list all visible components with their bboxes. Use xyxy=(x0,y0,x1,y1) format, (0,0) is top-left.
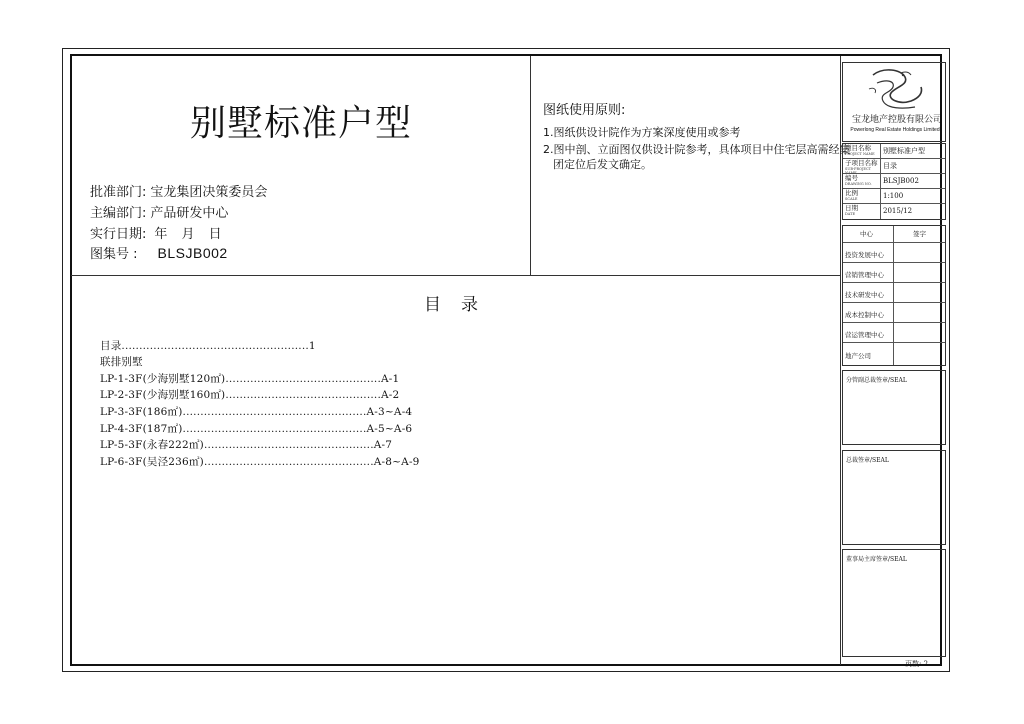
principle-item-2-line1: 2.图中剖、立面图仅供设计院参考，具体项目中住宅层高需经集 xyxy=(543,143,851,156)
toc-line: LP-5-3F(永春222㎡)................................................A-7 xyxy=(100,439,393,451)
signature-row xyxy=(843,323,945,343)
signature-header-center: 中心 xyxy=(860,230,873,238)
approval-line xyxy=(90,184,267,202)
info-value: 1:100 xyxy=(883,192,904,200)
signature-row xyxy=(843,263,945,283)
info-value: BLSJB002 xyxy=(883,177,919,185)
toc-line: LP-2-3F(少海别墅160㎡)............................................A-2 xyxy=(100,389,400,401)
toc-line: LP-6-3F(吴泾236㎡)................................................A-8~A-9 xyxy=(100,456,420,468)
info-label: 日期 DATE xyxy=(845,204,858,216)
date-value: 年 月 日 xyxy=(154,227,222,242)
approval-value: 宝龙集团决策委员会 xyxy=(150,185,268,200)
signature-dept: 地产公司 xyxy=(845,352,871,360)
info-label: 子项目名称 SUB-PROJECT NAME xyxy=(845,159,878,175)
info-label: 项目名称 PROJECT NAME xyxy=(845,144,875,156)
company-name-cn: 宝龙地产控股有限公司 xyxy=(851,115,942,125)
info-value: 目录 xyxy=(883,162,897,170)
seal-box-chairman xyxy=(842,549,946,657)
seal-box-vp xyxy=(842,370,946,445)
info-label: 编号 DRAWING NO. xyxy=(845,174,872,186)
principles-title: 图纸使用原则: xyxy=(543,103,626,118)
header-bottom-rule xyxy=(71,275,841,276)
seal-label: 分管副总裁签章/SEAL xyxy=(846,377,907,384)
toc-title: 目录 xyxy=(424,295,498,315)
info-row-project xyxy=(843,144,945,159)
info-row-subproject xyxy=(843,159,945,174)
signature-row xyxy=(843,343,945,365)
toc-line: 联排别墅 xyxy=(100,356,143,368)
info-value: 2015/12 xyxy=(883,207,913,215)
date-line xyxy=(90,226,222,244)
page-title: 别墅标准户型 xyxy=(190,103,413,144)
seal-box-president xyxy=(842,450,946,545)
info-label: 比例 SCALE xyxy=(845,189,858,201)
signature-dept: 营销管理中心 xyxy=(845,271,884,279)
principle-item-2-line2: 团定位后发文确定。 xyxy=(553,158,652,171)
editor-value: 产品研发中心 xyxy=(150,206,229,221)
info-row-scale xyxy=(843,189,945,204)
title-block-info xyxy=(842,143,946,220)
company-name-en: Powerlong Real Estate Holdings Limited xyxy=(850,127,940,133)
signature-table xyxy=(842,225,946,366)
page-count: 页数: 2 xyxy=(905,660,929,668)
toc-line: LP-4-3F(187㎡)....................................................A-5~A-6 xyxy=(100,423,413,435)
atlas-value: BLSJB002 xyxy=(157,245,228,261)
signature-row xyxy=(843,303,945,323)
approval-label: 批准部门: xyxy=(90,185,147,200)
seal-label: 总裁签章/SEAL xyxy=(846,457,889,464)
atlas-label: 图集号 : xyxy=(90,247,138,262)
date-label: 实行日期: xyxy=(90,227,147,242)
seal-label: 董事局主席签章/SEAL xyxy=(846,556,907,563)
info-value: 别墅标准户型 xyxy=(883,147,925,155)
info-row-date xyxy=(843,204,945,219)
principle-item-1: 1.图纸供设计院作为方案深度使用或参考 xyxy=(543,126,741,139)
toc-line: LP-3-3F(186㎡)....................................................A-3~A-4 xyxy=(100,406,413,418)
signature-dept: 技术研发中心 xyxy=(845,291,884,299)
atlas-line xyxy=(90,244,228,264)
info-row-number xyxy=(843,174,945,189)
toc-line: 目录.....................................................1 xyxy=(100,340,316,352)
editor-label: 主编部门: xyxy=(90,206,147,221)
dragon-logo-icon xyxy=(843,63,945,115)
header-divider xyxy=(530,56,531,275)
toc-line: LP-1-3F(少海别墅120㎡)............................................A-1 xyxy=(100,373,400,385)
signature-dept: 投资发展中心 xyxy=(845,251,884,259)
editor-line xyxy=(90,205,228,223)
signature-dept: 成本控制中心 xyxy=(845,311,884,319)
signature-header-row xyxy=(843,226,945,243)
signature-header-sign: 签字 xyxy=(913,230,926,238)
signature-dept: 营运管理中心 xyxy=(845,331,884,339)
signature-row xyxy=(843,243,945,263)
signature-row xyxy=(843,283,945,303)
